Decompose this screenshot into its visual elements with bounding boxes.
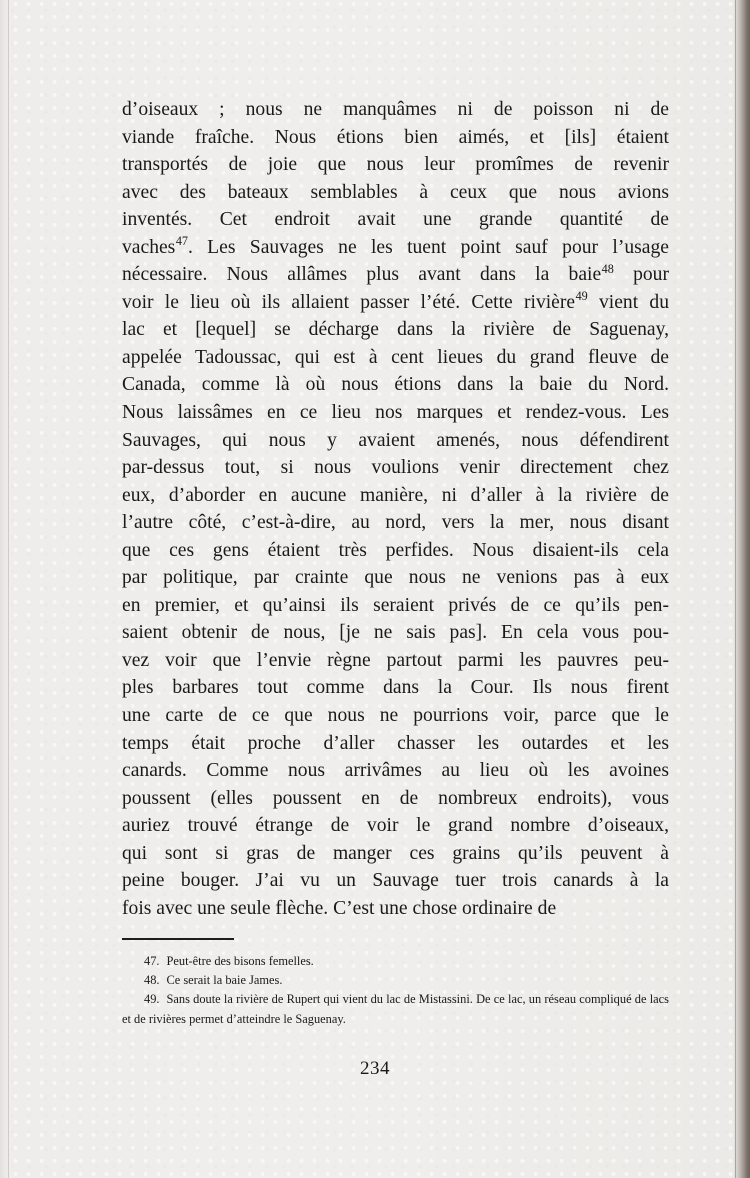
body-line: saient obtenir de nous, [je ne sais pas]. En cela vous pou- bbox=[122, 622, 669, 644]
body-line: viande fraîche. Nous étions bien aimés, et [ils] étaient bbox=[122, 126, 669, 148]
page-edge-right bbox=[734, 0, 750, 1178]
body-line: inventés. Cet endroit avait une grande quantité de bbox=[122, 209, 669, 231]
footnote-number: 49. bbox=[144, 992, 160, 1007]
body-line: Canada, comme là où nous étions dans la baie du Nord. bbox=[122, 374, 669, 396]
page-edge-right-line bbox=[735, 0, 736, 1178]
body-line: une carte de ce que nous ne pourrions voir, parce que le bbox=[122, 705, 669, 727]
footnote-item bbox=[122, 971, 669, 990]
body-line: transportés de joie que nous leur promîmes de revenir bbox=[122, 154, 669, 176]
footnote-separator-rule bbox=[122, 938, 234, 940]
body-line: nécessaire. Nous allâmes plus avant dans la baie$^{48}$ pour bbox=[122, 261, 669, 286]
footnote-number: 47. bbox=[144, 954, 160, 968]
body-line: poussent (elles poussent en de nombreux endroits), vous bbox=[122, 787, 669, 809]
page-number: 234 bbox=[360, 1058, 390, 1079]
footnote-marker[interactable]: 48 bbox=[601, 261, 614, 276]
body-text-block bbox=[122, 96, 669, 922]
footnote-item bbox=[122, 990, 669, 1028]
body-line: appelée Tadoussac, qui est à cent lieues du grand fleuve de bbox=[122, 346, 669, 368]
footnote-number: 48. bbox=[144, 973, 160, 988]
footnotes-section bbox=[122, 938, 669, 1029]
body-line: lac et [lequel] se décharge dans la rivière de Saguenay, bbox=[122, 319, 669, 341]
body-line: avec des bateaux semblables à ceux que nous avions bbox=[122, 181, 669, 203]
page-gutter-left bbox=[0, 0, 11, 1178]
body-line: ples barbares tout comme dans la Cour. Ils nous firent bbox=[122, 677, 669, 699]
footnote-marker[interactable]: 47 bbox=[175, 234, 188, 249]
body-line: qui sont si gras de manger ces grains qu’ils peuvent à bbox=[122, 842, 669, 864]
footnote-text: Sans doute la rivière de Rupert qui vient du lac de Mistassini. De ce lac, un réseau compliqué de lacs et de rivières permet d’atteindre le Saguenay. bbox=[122, 992, 669, 1026]
footnote-item bbox=[122, 952, 669, 971]
body-line: peine bouger. J’ai vu un Sauvage tuer trois canards à la bbox=[122, 870, 669, 892]
body-line: l’autre côté, c’est-à-dire, au nord, vers la mer, nous disant bbox=[122, 512, 669, 534]
body-line: que ces gens étaient très perfides. Nous disaient-ils cela bbox=[122, 539, 669, 561]
body-line: par politique, par crainte que nous ne venions pas à eux bbox=[122, 567, 669, 589]
body-line: Sauvages, qui nous y avaient amenés, nous défendirent bbox=[122, 429, 669, 451]
footnote-text: Peut-être des bisons femelles. bbox=[166, 954, 314, 968]
body-line: par-dessus tout, si nous voulions venir directement chez bbox=[122, 457, 669, 479]
body-line: vaches$^{47}$. Les Sauvages ne les tuent point sauf pour l’usage bbox=[122, 234, 669, 258]
footnote-text: Ce serait la baie James. bbox=[166, 973, 283, 988]
body-line: eux, d’aborder en aucune manière, ni d’aller à la rivière de bbox=[122, 484, 669, 506]
body-line: voir le lieu où ils allaient passer l’été. Cette rivière$^{49}$ vient du bbox=[122, 289, 669, 313]
body-line: en premier, et qu’ainsi ils seraient privés de ce qu’ils pen- bbox=[122, 594, 669, 616]
page-gutter-left-crease bbox=[8, 0, 9, 1178]
body-line: d’oiseaux ; nous ne manquâmes ni de poisson ni de bbox=[122, 99, 669, 120]
body-line: Nous laissâmes en ce lieu nos marques et rendez-vous. Les bbox=[122, 402, 669, 424]
body-line: fois avec une seule flèche. C’est une chose ordinaire de bbox=[122, 897, 557, 919]
footnote-marker[interactable]: 49 bbox=[575, 289, 588, 304]
body-line: vez voir que l’envie règne partout parmi les pauvres peu- bbox=[122, 649, 669, 671]
body-line: temps était proche d’aller chasser les outardes et les bbox=[122, 732, 669, 754]
body-line: auriez trouvé étrange de voir le grand nombre d’oiseaux, bbox=[122, 815, 669, 837]
body-line: canards. Comme nous arrivâmes au lieu où les avoines bbox=[122, 760, 669, 782]
